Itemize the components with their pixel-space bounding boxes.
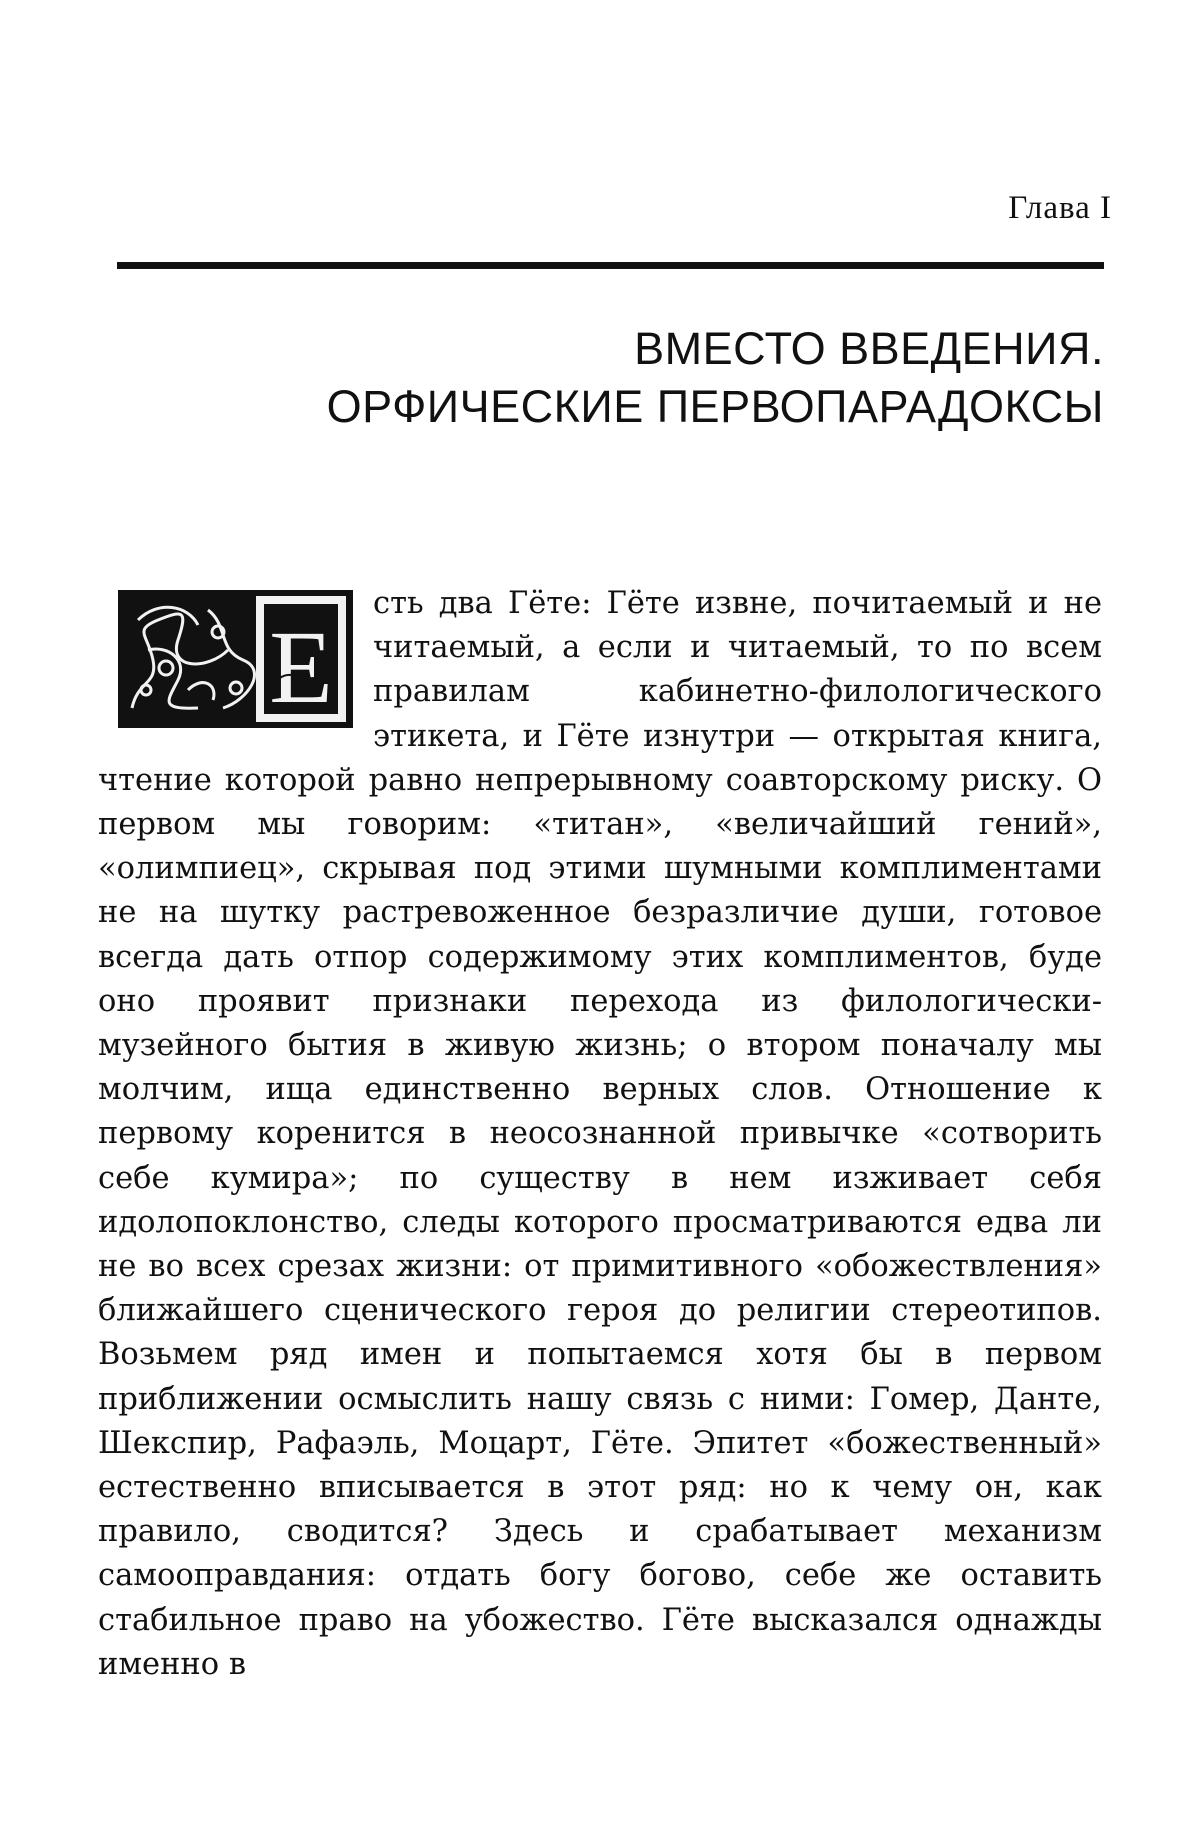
svg-text:Е: Е <box>269 610 333 725</box>
chapter-title-line-1: ВМЕСТО ВВЕДЕНИЯ. <box>634 323 1104 374</box>
body-text <box>98 582 1102 1687</box>
chapter-title <box>327 320 1104 436</box>
chapter-title-line-2: ОРФИЧЕСКИЕ ПЕРВОПАРАДОКСЫ <box>326 381 1104 432</box>
chapter-rule <box>117 262 1104 269</box>
ornamental-initial-icon <box>118 590 353 728</box>
drop-cap <box>118 590 353 728</box>
body-paragraph: сть два Гёте: Гёте извне, почитаемый и не читаемый, а если и читаемый, то по всем правилам кабинетно-филологического этикета, и Гёте изнутри — открытая книга, чтение которой равно непрерывному соавторскому риску. О первом мы говорим: «титан», «величайший гений», «олимпиец», скрывая под этими шумными комплиментами не на шутку растревоженное безразличие души, готовое всегда дать отпор содержимому этих комплиментов, буде оно проявит признаки перехода из филологически-музейного бытия в живую жизнь; о втором поначалу мы молчим, ища единственно верных слов. Отношение к первому коренится в неосознанной привычке «сотворить себе кумира»; по существу в нем изживает себя идолопоклонство, следы которого просматриваются едва ли не во всех срезах жизни: от примитивного «обожествления» ближайшего сценического героя до религии стереотипов. Возьмем ряд имен и попытаемся хотя бы в первом приближении осмыслить нашу связь с ними: Гомер, Данте, Шекспир, Рафаэль, Моцарт, Гёте. Эпитет «божественный» естественно вписывается в этот ряд: но к чему он, как правило, сводится? Здесь и срабатывает механизм самооправдания: отдать богу богово, себе же оставить стабильное право на убожество. Гёте высказался однажды именно в <box>98 586 1102 1682</box>
chapter-label: Глава I <box>1008 190 1112 226</box>
